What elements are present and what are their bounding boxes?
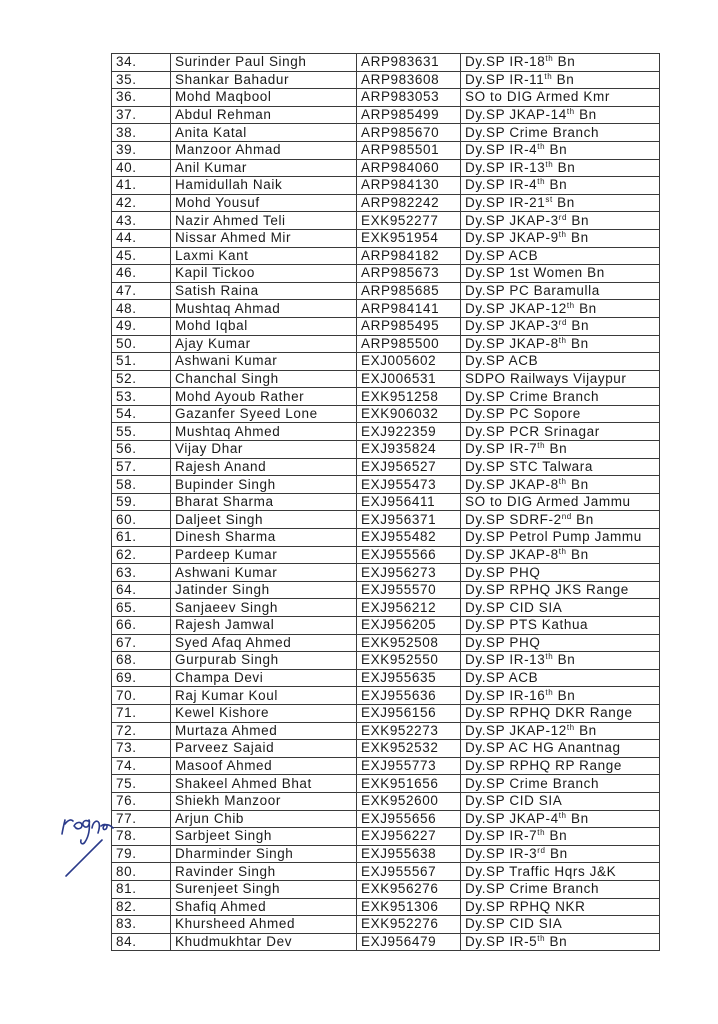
serial-number-cell: 56. <box>112 441 171 459</box>
table-row <box>112 599 660 617</box>
officer-id-cell: ARP984060 <box>357 159 461 177</box>
officer-name-cell: Laxmi Kant <box>171 247 357 265</box>
officer-name-cell: Gurpurab Singh <box>171 652 357 670</box>
officer-name-cell: Khursheed Ahmed <box>171 916 357 934</box>
officer-name-cell: Shakeel Ahmed Bhat <box>171 775 357 793</box>
officer-name-cell: Manzoor Ahmad <box>171 141 357 159</box>
serial-number-cell: 66. <box>112 617 171 635</box>
serial-number-cell: 76. <box>112 792 171 810</box>
serial-number-cell: 41. <box>112 177 171 195</box>
posting-cell: Dy.SP JKAP-3rd Bn <box>461 317 660 335</box>
table-row <box>112 933 660 951</box>
serial-number-cell: 68. <box>112 652 171 670</box>
serial-number-cell: 35. <box>112 71 171 89</box>
officer-name-cell: Murtaza Ahmed <box>171 722 357 740</box>
officer-id-cell: EXJ955635 <box>357 669 461 687</box>
posting-cell: Dy.SP PC Baramulla <box>461 282 660 300</box>
posting-cell: Dy.SP IR-3rd Bn <box>461 845 660 863</box>
posting-cell: Dy.SP IR-11th Bn <box>461 71 660 89</box>
serial-number-cell: 63. <box>112 564 171 582</box>
posting-cell: Dy.SP PTS Kathua <box>461 617 660 635</box>
serial-number-cell: 49. <box>112 317 171 335</box>
officer-name-cell: Jatinder Singh <box>171 581 357 599</box>
posting-cell: Dy.SP IR-5th Bn <box>461 933 660 951</box>
officer-id-cell: EXK952532 <box>357 740 461 758</box>
officer-id-cell: EXJ956411 <box>357 493 461 511</box>
officer-name-cell: Parveez Sajaid <box>171 740 357 758</box>
officer-name-cell: Surenjeet Singh <box>171 880 357 898</box>
table-row <box>112 141 660 159</box>
table-row <box>112 792 660 810</box>
serial-number-cell: 64. <box>112 581 171 599</box>
officer-id-cell: EXK952508 <box>357 634 461 652</box>
officer-id-cell: ARP984141 <box>357 300 461 318</box>
serial-number-cell: 58. <box>112 476 171 494</box>
serial-number-cell: 67. <box>112 634 171 652</box>
table-row <box>112 757 660 775</box>
officer-id-cell: EXK952277 <box>357 212 461 230</box>
serial-number-cell: 37. <box>112 106 171 124</box>
officer-id-cell: EXJ955473 <box>357 476 461 494</box>
serial-number-cell: 44. <box>112 229 171 247</box>
posting-cell: Dy.SP Crime Branch <box>461 388 660 406</box>
posting-cell: Dy.SP JKAP-8th Bn <box>461 546 660 564</box>
table-row <box>112 581 660 599</box>
officer-id-cell: EXK906032 <box>357 405 461 423</box>
officer-id-cell: EXJ955656 <box>357 810 461 828</box>
posting-cell: Dy.SP SDRF-2nd Bn <box>461 511 660 529</box>
table-row <box>112 370 660 388</box>
officer-id-cell: EXJ956479 <box>357 933 461 951</box>
table-row <box>112 229 660 247</box>
table-row <box>112 564 660 582</box>
officer-name-cell: Kapil Tickoo <box>171 265 357 283</box>
posting-cell: Dy.SP PHQ <box>461 634 660 652</box>
serial-number-cell: 48. <box>112 300 171 318</box>
officer-name-cell: Shiekh Manzoor <box>171 792 357 810</box>
officer-name-cell: Arjun Chib <box>171 810 357 828</box>
officer-name-cell: Mohd Iqbal <box>171 317 357 335</box>
officer-name-cell: Satish Raina <box>171 282 357 300</box>
table-row <box>112 828 660 846</box>
posting-cell: Dy.SP RPHQ NKR <box>461 898 660 916</box>
officer-name-cell: Ajay Kumar <box>171 335 357 353</box>
table-row <box>112 634 660 652</box>
officer-id-cell: EXJ005602 <box>357 353 461 371</box>
posting-cell: Dy.SP JKAP-4th Bn <box>461 810 660 828</box>
serial-number-cell: 62. <box>112 546 171 564</box>
serial-number-cell: 65. <box>112 599 171 617</box>
officer-name-cell: Chanchal Singh <box>171 370 357 388</box>
posting-cell: Dy.SP JKAP-9th Bn <box>461 229 660 247</box>
officer-id-cell: EXK952550 <box>357 652 461 670</box>
posting-cell: Dy.SP IR-4th Bn <box>461 141 660 159</box>
officer-id-cell: EXJ955566 <box>357 546 461 564</box>
officer-name-cell: Champa Devi <box>171 669 357 687</box>
posting-cell: Dy.SP RPHQ RP Range <box>461 757 660 775</box>
officer-id-cell: EXJ956227 <box>357 828 461 846</box>
serial-number-cell: 77. <box>112 810 171 828</box>
table-row <box>112 863 660 881</box>
serial-number-cell: 42. <box>112 194 171 212</box>
posting-cell: Dy.SP CID SIA <box>461 916 660 934</box>
posting-cell: Dy.SP IR-21st Bn <box>461 194 660 212</box>
officer-id-cell: EXJ922359 <box>357 423 461 441</box>
table-row <box>112 300 660 318</box>
officer-name-cell: Masoof Ahmed <box>171 757 357 775</box>
officer-name-cell: Ravinder Singh <box>171 863 357 881</box>
serial-number-cell: 78. <box>112 828 171 846</box>
officer-id-cell: EXK956276 <box>357 880 461 898</box>
serial-number-cell: 55. <box>112 423 171 441</box>
serial-number-cell: 70. <box>112 687 171 705</box>
officer-id-cell: EXK952273 <box>357 722 461 740</box>
serial-number-cell: 81. <box>112 880 171 898</box>
posting-cell: Dy.SP IR-16th Bn <box>461 687 660 705</box>
officer-name-cell: Dinesh Sharma <box>171 529 357 547</box>
posting-cell: Dy.SP JKAP-8th Bn <box>461 476 660 494</box>
table-row <box>112 810 660 828</box>
table-row <box>112 652 660 670</box>
posting-cell: Dy.SP RPHQ DKR Range <box>461 704 660 722</box>
officer-name-cell: Kewel Kishore <box>171 704 357 722</box>
officer-id-cell: EXJ956371 <box>357 511 461 529</box>
posting-cell: Dy.SP Crime Branch <box>461 775 660 793</box>
serial-number-cell: 47. <box>112 282 171 300</box>
serial-number-cell: 38. <box>112 124 171 142</box>
table-row <box>112 177 660 195</box>
officer-name-cell: Sarbjeet Singh <box>171 828 357 846</box>
posting-cell: Dy.SP IR-4th Bn <box>461 177 660 195</box>
officer-id-cell: EXJ955773 <box>357 757 461 775</box>
posting-cell: SO to DIG Armed Jammu <box>461 493 660 511</box>
officer-id-cell: ARP985495 <box>357 317 461 335</box>
posting-cell: SDPO Railways Vijaypur <box>461 370 660 388</box>
serial-number-cell: 83. <box>112 916 171 934</box>
officer-name-cell: Mohd Yousuf <box>171 194 357 212</box>
posting-cell: Dy.SP Crime Branch <box>461 880 660 898</box>
serial-number-cell: 75. <box>112 775 171 793</box>
table-row <box>112 106 660 124</box>
serial-number-cell: 61. <box>112 529 171 547</box>
table-row <box>112 423 660 441</box>
posting-cell: Dy.SP Traffic Hqrs J&K <box>461 863 660 881</box>
officer-name-cell: Hamidullah Naik <box>171 177 357 195</box>
officer-id-cell: ARP982242 <box>357 194 461 212</box>
table-row <box>112 458 660 476</box>
officer-id-cell: ARP984182 <box>357 247 461 265</box>
officer-id-cell: ARP985501 <box>357 141 461 159</box>
officer-id-cell: ARP985670 <box>357 124 461 142</box>
table-row <box>112 529 660 547</box>
serial-number-cell: 72. <box>112 722 171 740</box>
table-row <box>112 687 660 705</box>
table-row <box>112 335 660 353</box>
posting-cell: Dy.SP IR-13th Bn <box>461 159 660 177</box>
officer-name-cell: Mohd Maqbool <box>171 89 357 107</box>
serial-number-cell: 69. <box>112 669 171 687</box>
serial-number-cell: 53. <box>112 388 171 406</box>
officer-name-cell: Ashwani Kumar <box>171 353 357 371</box>
officer-id-cell: EXK952276 <box>357 916 461 934</box>
serial-number-cell: 52. <box>112 370 171 388</box>
serial-number-cell: 74. <box>112 757 171 775</box>
serial-number-cell: 54. <box>112 405 171 423</box>
serial-number-cell: 40. <box>112 159 171 177</box>
table-row <box>112 159 660 177</box>
serial-number-cell: 59. <box>112 493 171 511</box>
table-row <box>112 441 660 459</box>
table-row <box>112 476 660 494</box>
officer-name-cell: Mohd Ayoub Rather <box>171 388 357 406</box>
officer-name-cell: Mushtaq Ahmad <box>171 300 357 318</box>
officer-name-cell: Raj Kumar Koul <box>171 687 357 705</box>
officer-name-cell: Anita Katal <box>171 124 357 142</box>
table-row <box>112 546 660 564</box>
posting-cell: Dy.SP RPHQ JKS Range <box>461 581 660 599</box>
officer-name-cell: Surinder Paul Singh <box>171 54 357 72</box>
officer-id-cell: EXJ956273 <box>357 564 461 582</box>
officer-name-cell: Pardeep Kumar <box>171 546 357 564</box>
officer-id-cell: EXK951258 <box>357 388 461 406</box>
officer-id-cell: ARP983608 <box>357 71 461 89</box>
officer-id-cell: EXK951306 <box>357 898 461 916</box>
posting-cell: Dy.SP PHQ <box>461 564 660 582</box>
serial-number-cell: 50. <box>112 335 171 353</box>
posting-cell: Dy.SP ACB <box>461 247 660 265</box>
serial-number-cell: 82. <box>112 898 171 916</box>
officer-posting-table-body <box>112 54 660 951</box>
table-row <box>112 212 660 230</box>
officer-id-cell: ARP983053 <box>357 89 461 107</box>
posting-cell: Dy.SP Petrol Pump Jammu <box>461 529 660 547</box>
officer-name-cell: Khudmukhtar Dev <box>171 933 357 951</box>
table-row <box>112 282 660 300</box>
table-row <box>112 317 660 335</box>
posting-cell: Dy.SP CID SIA <box>461 792 660 810</box>
table-row <box>112 54 660 72</box>
officer-id-cell: EXJ935824 <box>357 441 461 459</box>
table-row <box>112 722 660 740</box>
posting-cell: Dy.SP JKAP-3rd Bn <box>461 212 660 230</box>
table-row <box>112 265 660 283</box>
officer-id-cell: EXK952600 <box>357 792 461 810</box>
posting-cell: Dy.SP PC Sopore <box>461 405 660 423</box>
officer-id-cell: EXK951954 <box>357 229 461 247</box>
officer-id-cell: EXJ955567 <box>357 863 461 881</box>
officer-id-cell: ARP985499 <box>357 106 461 124</box>
officer-id-cell: EXJ006531 <box>357 370 461 388</box>
table-row <box>112 388 660 406</box>
posting-cell: Dy.SP IR-7th Bn <box>461 441 660 459</box>
posting-cell: Dy.SP JKAP-12th Bn <box>461 722 660 740</box>
table-row <box>112 704 660 722</box>
serial-number-cell: 71. <box>112 704 171 722</box>
posting-cell: Dy.SP JKAP-12th Bn <box>461 300 660 318</box>
table-row <box>112 194 660 212</box>
serial-number-cell: 80. <box>112 863 171 881</box>
table-row <box>112 124 660 142</box>
officer-name-cell: Syed Afaq Ahmed <box>171 634 357 652</box>
officer-posting-table <box>111 53 660 951</box>
serial-number-cell: 79. <box>112 845 171 863</box>
posting-cell: Dy.SP IR-7th Bn <box>461 828 660 846</box>
posting-cell: Dy.SP IR-13th Bn <box>461 652 660 670</box>
officer-id-cell: EXJ955638 <box>357 845 461 863</box>
table-row <box>112 916 660 934</box>
officer-id-cell: EXJ956212 <box>357 599 461 617</box>
serial-number-cell: 84. <box>112 933 171 951</box>
officer-id-cell: ARP985673 <box>357 265 461 283</box>
posting-cell: Dy.SP STC Talwara <box>461 458 660 476</box>
table-row <box>112 669 660 687</box>
officer-name-cell: Rajesh Jamwal <box>171 617 357 635</box>
officer-name-cell: Nissar Ahmed Mir <box>171 229 357 247</box>
table-row <box>112 511 660 529</box>
officer-name-cell: Abdul Rehman <box>171 106 357 124</box>
table-row <box>112 493 660 511</box>
table-row <box>112 247 660 265</box>
posting-cell: Dy.SP ACB <box>461 353 660 371</box>
officer-name-cell: Mushtaq Ahmed <box>171 423 357 441</box>
officer-id-cell: EXJ956205 <box>357 617 461 635</box>
officer-name-cell: Shankar Bahadur <box>171 71 357 89</box>
officer-name-cell: Ashwani Kumar <box>171 564 357 582</box>
posting-cell: SO to DIG Armed Kmr <box>461 89 660 107</box>
officer-id-cell: EXJ956527 <box>357 458 461 476</box>
serial-number-cell: 46. <box>112 265 171 283</box>
officer-name-cell: Dharminder Singh <box>171 845 357 863</box>
officer-name-cell: Nazir Ahmed Teli <box>171 212 357 230</box>
serial-number-cell: 60. <box>112 511 171 529</box>
serial-number-cell: 39. <box>112 141 171 159</box>
posting-cell: Dy.SP CID SIA <box>461 599 660 617</box>
officer-name-cell: Bupinder Singh <box>171 476 357 494</box>
table-row <box>112 405 660 423</box>
serial-number-cell: 45. <box>112 247 171 265</box>
serial-number-cell: 43. <box>112 212 171 230</box>
serial-number-cell: 36. <box>112 89 171 107</box>
table-row <box>112 89 660 107</box>
posting-cell: Dy.SP PCR Srinagar <box>461 423 660 441</box>
serial-number-cell: 34. <box>112 54 171 72</box>
officer-name-cell: Daljeet Singh <box>171 511 357 529</box>
table-row <box>112 617 660 635</box>
officer-name-cell: Sanjaeev Singh <box>171 599 357 617</box>
officer-id-cell: EXJ955482 <box>357 529 461 547</box>
table-row <box>112 880 660 898</box>
officer-id-cell: ARP983631 <box>357 54 461 72</box>
officer-name-cell: Vijay Dhar <box>171 441 357 459</box>
officer-id-cell: ARP985685 <box>357 282 461 300</box>
posting-cell: Dy.SP JKAP-14th Bn <box>461 106 660 124</box>
table-row <box>112 740 660 758</box>
officer-name-cell: Bharat Sharma <box>171 493 357 511</box>
serial-number-cell: 73. <box>112 740 171 758</box>
serial-number-cell: 51. <box>112 353 171 371</box>
posting-cell: Dy.SP ACB <box>461 669 660 687</box>
handwritten-signature-icon <box>58 806 116 881</box>
officer-id-cell: ARP984130 <box>357 177 461 195</box>
officer-name-cell: Anil Kumar <box>171 159 357 177</box>
posting-cell: Dy.SP IR-18th Bn <box>461 54 660 72</box>
officer-name-cell: Rajesh Anand <box>171 458 357 476</box>
posting-cell: Dy.SP Crime Branch <box>461 124 660 142</box>
table-row <box>112 71 660 89</box>
serial-number-cell: 57. <box>112 458 171 476</box>
officer-id-cell: EXJ956156 <box>357 704 461 722</box>
posting-cell: Dy.SP JKAP-8th Bn <box>461 335 660 353</box>
table-row <box>112 353 660 371</box>
officer-id-cell: ARP985500 <box>357 335 461 353</box>
table-row <box>112 845 660 863</box>
officer-name-cell: Gazanfer Syeed Lone <box>171 405 357 423</box>
officer-name-cell: Shafiq Ahmed <box>171 898 357 916</box>
officer-id-cell: EXJ955636 <box>357 687 461 705</box>
table-row <box>112 775 660 793</box>
officer-id-cell: EXK951656 <box>357 775 461 793</box>
posting-cell: Dy.SP AC HG Anantnag <box>461 740 660 758</box>
posting-cell: Dy.SP 1st Women Bn <box>461 265 660 283</box>
officer-id-cell: EXJ955570 <box>357 581 461 599</box>
table-row <box>112 898 660 916</box>
